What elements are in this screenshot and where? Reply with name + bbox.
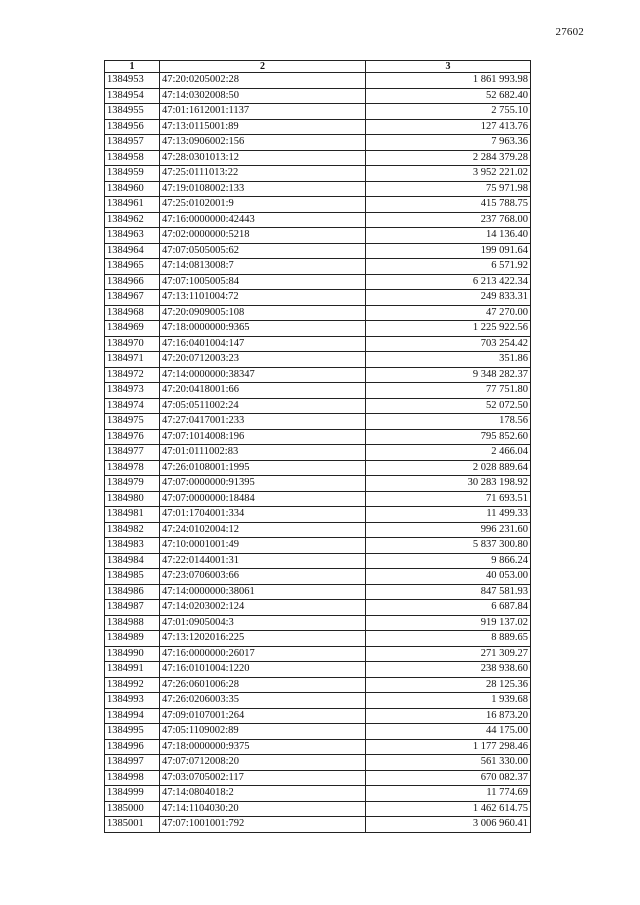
row-id-cell: 1384963 [105,228,160,244]
row-id-cell: 1384999 [105,786,160,802]
cadastral-number-cell: 47:25:0102001:9 [160,197,366,213]
cadastral-number-cell: 47:14:1104030:20 [160,801,366,817]
table-row [105,383,531,399]
page-number: 27602 [555,26,584,38]
value-cell: 2 028 889.64 [366,460,531,476]
value-cell: 9 348 282.37 [366,367,531,383]
table-row [105,801,531,817]
value-cell: 2 755.10 [366,104,531,120]
cadastral-number-cell: 47:20:0909005:108 [160,305,366,321]
value-cell: 52 682.40 [366,88,531,104]
cadastral-number-cell: 47:01:1612001:1137 [160,104,366,120]
cadastral-number-cell: 47:16:0000000:42443 [160,212,366,228]
cadastral-number-cell: 47:07:0505005:62 [160,243,366,259]
value-cell: 237 768.00 [366,212,531,228]
cadastral-number-cell: 47:20:0205002:28 [160,73,366,89]
value-cell: 415 788.75 [366,197,531,213]
cadastral-number-cell: 47:09:0107001:264 [160,708,366,724]
table-row [105,212,531,228]
value-cell: 6 571.92 [366,259,531,275]
cadastral-number-cell: 47:16:0000000:26017 [160,646,366,662]
row-id-cell: 1384979 [105,476,160,492]
cadastral-number-cell: 47:16:0101004:1220 [160,662,366,678]
table-row [105,228,531,244]
table-row [105,755,531,771]
value-cell: 1 177 298.46 [366,739,531,755]
cadastral-number-cell: 47:07:1005005:84 [160,274,366,290]
table-row [105,786,531,802]
cadastral-number-cell: 47:14:0000000:38061 [160,584,366,600]
cadastral-number-cell: 47:27:0417001:233 [160,414,366,430]
table-row [105,631,531,647]
table-row [105,507,531,523]
row-id-cell: 1384982 [105,522,160,538]
table-row [105,352,531,368]
table-row [105,538,531,554]
table-row [105,491,531,507]
row-id-cell: 1384972 [105,367,160,383]
value-cell: 271 309.27 [366,646,531,662]
cadastral-number-cell: 47:03:0705002:117 [160,770,366,786]
row-id-cell: 1384984 [105,553,160,569]
cadastral-number-cell: 47:14:0302008:50 [160,88,366,104]
row-id-cell: 1384975 [105,414,160,430]
value-cell: 3 952 221.02 [366,166,531,182]
cadastral-number-cell: 47:13:1101004:72 [160,290,366,306]
table-row [105,104,531,120]
table-row [105,243,531,259]
value-cell: 16 873.20 [366,708,531,724]
row-id-cell: 1384996 [105,739,160,755]
value-cell: 919 137.02 [366,615,531,631]
value-cell: 199 091.64 [366,243,531,259]
row-id-cell: 1384954 [105,88,160,104]
column-header-3: 3 [366,61,531,73]
row-id-cell: 1384983 [105,538,160,554]
value-cell: 5 837 300.80 [366,538,531,554]
table-row [105,662,531,678]
row-id-cell: 1384978 [105,460,160,476]
table-row [105,693,531,709]
cadastral-number-cell: 47:07:1001001:792 [160,817,366,833]
row-id-cell: 1384976 [105,429,160,445]
row-id-cell: 1384956 [105,119,160,135]
value-cell: 703 254.42 [366,336,531,352]
cadastral-number-cell: 47:26:0601006:28 [160,677,366,693]
value-cell: 6 687.84 [366,600,531,616]
value-cell: 11 774.69 [366,786,531,802]
table-row [105,274,531,290]
value-cell: 1 462 614.75 [366,801,531,817]
cadastral-number-cell: 47:14:0804018:2 [160,786,366,802]
cadastral-number-cell: 47:07:0712008:20 [160,755,366,771]
table-row [105,336,531,352]
value-cell: 40 053.00 [366,569,531,585]
row-id-cell: 1384988 [105,615,160,631]
table-row [105,600,531,616]
value-cell: 561 330.00 [366,755,531,771]
row-id-cell: 1384958 [105,150,160,166]
table-row [105,569,531,585]
table-row [105,724,531,740]
row-id-cell: 1384957 [105,135,160,151]
value-cell: 8 889.65 [366,631,531,647]
row-id-cell: 1384970 [105,336,160,352]
value-cell: 6 213 422.34 [366,274,531,290]
cadastral-number-cell: 47:24:0102004:12 [160,522,366,538]
table-row [105,429,531,445]
value-cell: 71 693.51 [366,491,531,507]
table-row [105,677,531,693]
table-row [105,708,531,724]
cadastral-number-cell: 47:20:0712003:23 [160,352,366,368]
table-row [105,197,531,213]
row-id-cell: 1384969 [105,321,160,337]
cadastral-number-cell: 47:14:0203002:124 [160,600,366,616]
row-id-cell: 1384967 [105,290,160,306]
row-id-cell: 1384959 [105,166,160,182]
cadastral-number-cell: 47:20:0418001:66 [160,383,366,399]
value-cell: 75 971.98 [366,181,531,197]
column-header-2: 2 [160,61,366,73]
cadastral-number-cell: 47:07:0000000:18484 [160,491,366,507]
table-row [105,135,531,151]
table-row [105,181,531,197]
cadastral-number-cell: 47:28:0301013:12 [160,150,366,166]
cadastral-number-cell: 47:01:1704001:334 [160,507,366,523]
table-row [105,615,531,631]
table-body [105,73,531,833]
cadastral-number-cell: 47:13:1202016:225 [160,631,366,647]
value-cell: 178.56 [366,414,531,430]
table-row [105,73,531,89]
data-table [104,60,531,833]
value-cell: 996 231.60 [366,522,531,538]
cadastral-number-cell: 47:13:0906002:156 [160,135,366,151]
row-id-cell: 1384974 [105,398,160,414]
value-cell: 11 499.33 [366,507,531,523]
row-id-cell: 1384991 [105,662,160,678]
row-id-cell: 1384985 [105,569,160,585]
cadastral-number-cell: 47:05:0511002:24 [160,398,366,414]
table-row [105,367,531,383]
value-cell: 44 175.00 [366,724,531,740]
row-id-cell: 1384966 [105,274,160,290]
value-cell: 670 082.37 [366,770,531,786]
value-cell: 1 861 993.98 [366,73,531,89]
value-cell: 847 581.93 [366,584,531,600]
table-row [105,817,531,833]
value-cell: 3 006 960.41 [366,817,531,833]
row-id-cell: 1385001 [105,817,160,833]
value-cell: 127 413.76 [366,119,531,135]
row-id-cell: 1384998 [105,770,160,786]
cadastral-number-cell: 47:14:0813008:7 [160,259,366,275]
cadastral-number-cell: 47:23:0706003:66 [160,569,366,585]
row-id-cell: 1384986 [105,584,160,600]
cadastral-number-cell: 47:07:1014008:196 [160,429,366,445]
row-id-cell: 1384990 [105,646,160,662]
value-cell: 9 866.24 [366,553,531,569]
table-row [105,119,531,135]
cadastral-number-cell: 47:05:1109002:89 [160,724,366,740]
row-id-cell: 1384968 [105,305,160,321]
row-id-cell: 1384961 [105,197,160,213]
cadastral-number-cell: 47:01:0111002:83 [160,445,366,461]
value-cell: 1 939.68 [366,693,531,709]
row-id-cell: 1384964 [105,243,160,259]
cadastral-number-cell: 47:10:0001001:49 [160,538,366,554]
value-cell: 795 852.60 [366,429,531,445]
row-id-cell: 1384980 [105,491,160,507]
value-cell: 2 466.04 [366,445,531,461]
cadastral-number-cell: 47:13:0115001:89 [160,119,366,135]
cadastral-number-cell: 47:02:0000000:5218 [160,228,366,244]
row-id-cell: 1384960 [105,181,160,197]
row-id-cell: 1384993 [105,693,160,709]
table-row [105,522,531,538]
cadastral-number-cell: 47:07:0000000:91395 [160,476,366,492]
value-cell: 52 072.50 [366,398,531,414]
table-row [105,770,531,786]
table-row [105,739,531,755]
value-cell: 14 136.40 [366,228,531,244]
cadastral-number-cell: 47:19:0108002:133 [160,181,366,197]
row-id-cell: 1384997 [105,755,160,771]
cadastral-number-cell: 47:26:0108001:1995 [160,460,366,476]
row-id-cell: 1384977 [105,445,160,461]
column-header-1: 1 [105,61,160,73]
table-row [105,88,531,104]
value-cell: 351.86 [366,352,531,368]
cadastral-number-cell: 47:18:0000000:9375 [160,739,366,755]
value-cell: 249 833.31 [366,290,531,306]
cadastral-number-cell: 47:22:0144001:31 [160,553,366,569]
table-row [105,150,531,166]
table-row [105,259,531,275]
row-id-cell: 1384992 [105,677,160,693]
table-row [105,476,531,492]
value-cell: 2 284 379.28 [366,150,531,166]
table-row [105,166,531,182]
cadastral-number-cell: 47:25:0111013:22 [160,166,366,182]
table-row [105,584,531,600]
row-id-cell: 1384981 [105,507,160,523]
row-id-cell: 1384973 [105,383,160,399]
row-id-cell: 1384953 [105,73,160,89]
table-row [105,398,531,414]
cadastral-number-cell: 47:16:0401004:147 [160,336,366,352]
value-cell: 238 938.60 [366,662,531,678]
table-header-row [105,61,531,73]
table-row [105,414,531,430]
table-row [105,553,531,569]
table-row [105,460,531,476]
value-cell: 47 270.00 [366,305,531,321]
table-row [105,445,531,461]
value-cell: 30 283 198.92 [366,476,531,492]
row-id-cell: 1384965 [105,259,160,275]
value-cell: 7 963.36 [366,135,531,151]
row-id-cell: 1384971 [105,352,160,368]
table-row [105,305,531,321]
cadastral-number-cell: 47:01:0905004:3 [160,615,366,631]
cadastral-number-cell: 47:18:0000000:9365 [160,321,366,337]
row-id-cell: 1384955 [105,104,160,120]
value-cell: 1 225 922.56 [366,321,531,337]
row-id-cell: 1384994 [105,708,160,724]
cadastral-number-cell: 47:14:0000000:38347 [160,367,366,383]
value-cell: 77 751.80 [366,383,531,399]
table-row [105,646,531,662]
row-id-cell: 1384962 [105,212,160,228]
row-id-cell: 1384995 [105,724,160,740]
table-row [105,321,531,337]
row-id-cell: 1384987 [105,600,160,616]
value-cell: 28 125.36 [366,677,531,693]
row-id-cell: 1385000 [105,801,160,817]
table-row [105,290,531,306]
row-id-cell: 1384989 [105,631,160,647]
cadastral-number-cell: 47:26:0206003:35 [160,693,366,709]
